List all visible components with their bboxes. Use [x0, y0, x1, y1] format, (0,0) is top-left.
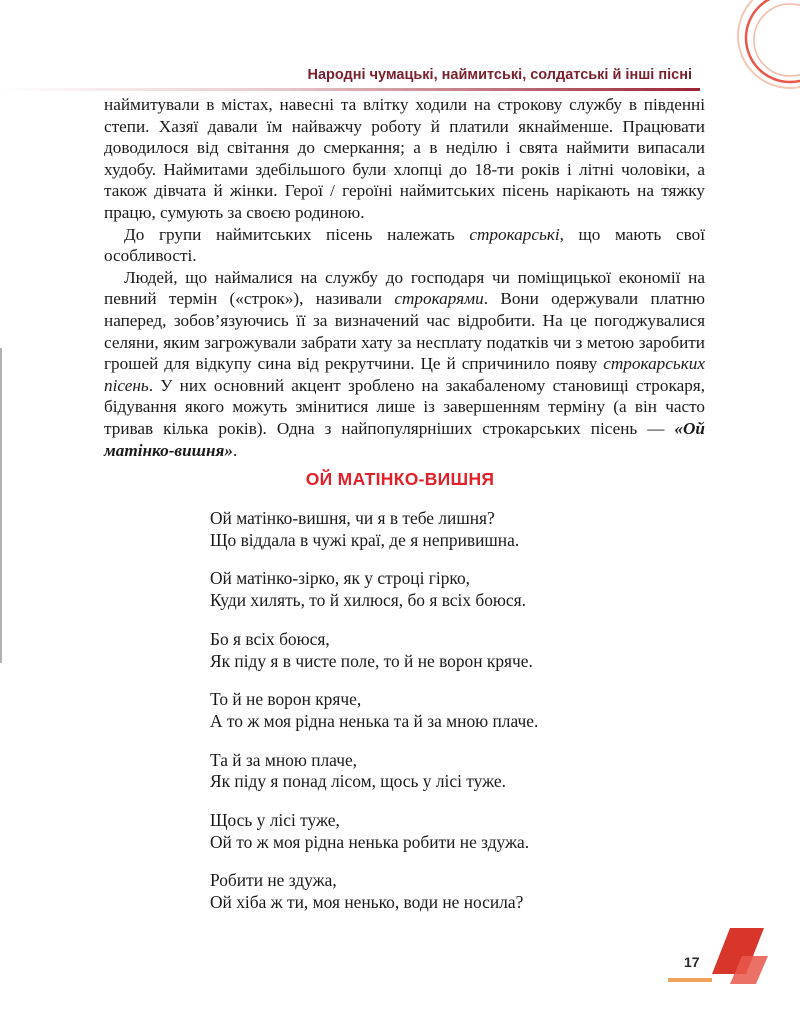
- page-corner-decoration: [668, 926, 768, 986]
- intro-text: [104, 94, 705, 461]
- stanza: [210, 870, 670, 913]
- stanza: [210, 629, 670, 672]
- poem-line: Як піду я понад лісом, щось у лісі туже.: [210, 771, 506, 792]
- stanza: [210, 689, 670, 732]
- margin-bar: [0, 348, 2, 663]
- running-header: Народні чумацькі, наймитські, солдатські й інші пісні: [307, 67, 692, 83]
- poem-line: То й не ворон кряче,: [210, 689, 362, 710]
- page-number: 17: [684, 954, 700, 970]
- header-divider: [0, 88, 700, 91]
- poem-line: Куди хилять, то й хилюся, бо я всіх боюся.: [210, 590, 526, 611]
- poem-line: Ой матінко-зірко, як у строці гірко,: [210, 568, 471, 589]
- poem-line: Щось у лісі туже,: [210, 810, 340, 831]
- poem-line: А то ж моя рідна ненька та й за мною плаче.: [210, 710, 539, 731]
- poem-line: Ой хіба ж ти, моя ненько, води не носила?: [210, 892, 524, 913]
- poem-line: Ой то ж моя рідна ненька робити не здужа.: [210, 831, 530, 852]
- poem-line: Бо я всіх боюся,: [210, 628, 330, 649]
- poem: [210, 508, 670, 931]
- paragraph-1: наймитували в містах, навесні та влітку ходили на строкову службу в південні степи. Хазяї давали їм найважчу роботу й платили якнайменше. Працювати доводилося від світання до смеркання; а в неділю і свята наймити випасали худобу. Наймитами здебільшого були хлопці до 18-ти років і літні чоловіки, а також дівчата й жінки. Герої / героїні наймитських пісень нарікають на тяжку працю, сумують за своєю родиною.: [104, 95, 705, 222]
- corner-rings-decoration: [690, 0, 800, 110]
- stanza: [210, 568, 670, 611]
- poem-title: ОЙ МАТІНКО-ВИШНЯ: [305, 469, 495, 489]
- poem-line: Та й за мною плаче,: [210, 749, 358, 770]
- paragraph-2: До групи наймитських пісень належать строкарські, що мають свої особливості.: [104, 224, 705, 266]
- poem-line: Як піду я в чисте поле, то й не ворон кряче.: [210, 650, 533, 671]
- stanza: [210, 508, 670, 551]
- poem-line: Ой матінко-вишня, чи я в тебе лишня?: [210, 508, 495, 528]
- stanza: [210, 810, 670, 853]
- paragraph-3: Людей, що наймалися на службу до господаря чи поміщицької економії на певний термін («строк»), називали строкарями. Вони одержували платню наперед, зобов’язуючись її за визначений час відробити. На це погоджувалися селяни, яким загрожували забрати хату за несплату податків чи з метою заробити грошей для відкупу сина від рекрутчини. Це й спричинило появу строкарських пісень. У них основний акцент зроблено на закабаленому становищі строкаря, бідування якого можуть змінитися лише із завершенням терміну (а він часто тривав кілька років). Одна з найпопулярніших строкарських пісень — «Ой матінко-вишня».: [104, 267, 705, 460]
- stanza: [210, 750, 670, 793]
- poem-line: Що віддала в чужі краї, де я непривишна.: [210, 529, 520, 550]
- poem-line: Робити не здужа,: [210, 870, 337, 891]
